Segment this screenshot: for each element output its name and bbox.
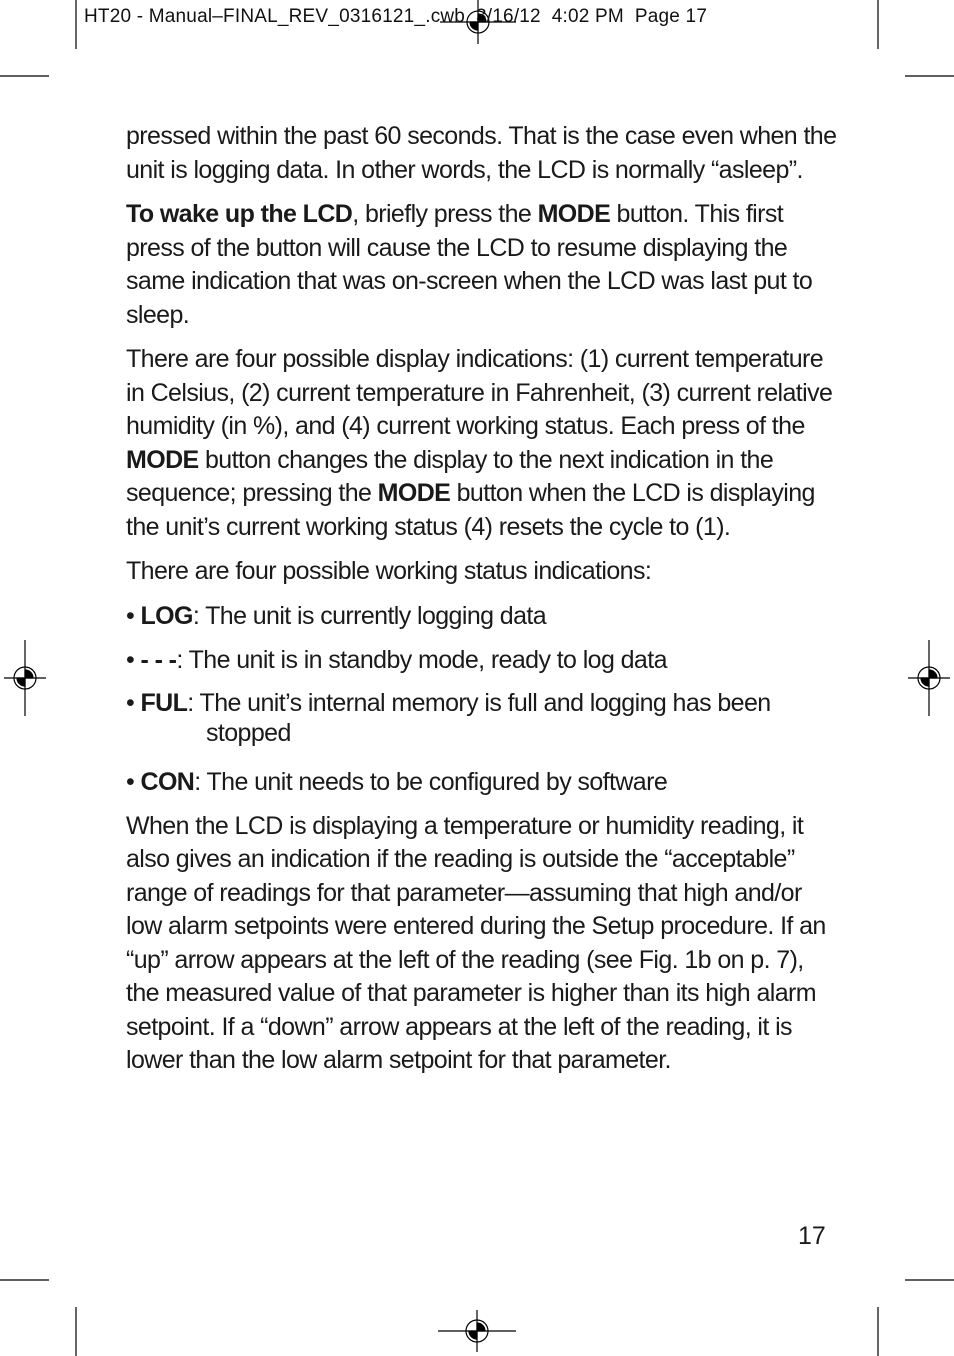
bullet-mark: • xyxy=(126,767,141,796)
registration-mark-right xyxy=(908,640,950,716)
status-description: : The unit needs to be configured by software xyxy=(194,767,668,796)
text-span: , briefly press the xyxy=(352,200,538,228)
status-code: CON xyxy=(140,767,195,796)
list-item-standby xyxy=(126,644,838,677)
list-item-configure xyxy=(126,766,838,799)
bullet-mark: • xyxy=(126,601,141,630)
mode-button-term: MODE xyxy=(126,445,199,474)
page-number: 17 xyxy=(798,1222,826,1250)
body-text xyxy=(126,120,838,1089)
text-span: button when the LCD is displaying the unit’s current working status (4) resets the cycle to (1). xyxy=(126,479,815,541)
registration-mark-bottom xyxy=(438,1310,516,1352)
paragraph-status-intro: There are four possible working status indications: xyxy=(126,557,652,585)
mode-button-term: MODE xyxy=(377,479,451,507)
list-item-full xyxy=(126,688,838,748)
bullet-mark: • xyxy=(126,688,141,717)
bullet-mark: • xyxy=(126,645,141,674)
status-description: : The unit is currently logging data xyxy=(192,601,547,630)
status-indication-list xyxy=(126,600,838,799)
paragraph-display-indications xyxy=(126,343,838,544)
text-span: There are four possible display indications: (1) current temperature in Celsius, (2) current temperature in Fahrenheit, (3) current relative humidity (in %), and (4) current working status. Each press of the xyxy=(126,345,833,440)
print-slug-line: HT20 - Manual–FINAL_REV_0316121_.cwb 3/16/12 4:02 PM Page 17 xyxy=(84,6,708,27)
status-code: LOG xyxy=(140,601,193,630)
paragraph-lcd-asleep: pressed within the past 60 seconds. That is the case even when the unit is logging data. In other words, the LCD is normally “asleep”. xyxy=(126,122,837,184)
list-item-log xyxy=(126,600,838,633)
paragraph-alarm-arrows: When the LCD is displaying a temperature or humidity reading, it also gives an indication if the reading is outside the “acceptable” range of readings for that parameter—assuming that high and/or low alarm setpoints were entered during the Setup procedure. If an “up” arrow appears at the left of the reading (see Fig. 1b on p. 7), the measured value of that parameter is higher than its high alarm setpoint. If a “down” arrow appears at the left of the reading, it is lower than the low alarm setpoint for that parameter. xyxy=(126,811,826,1074)
wake-lcd-heading: To wake up the LCD xyxy=(126,200,353,228)
paragraph-wake-lcd xyxy=(126,198,838,332)
mode-button-term: MODE xyxy=(537,200,611,228)
text-span: button changes the display to the next indication in the sequence; pressing the xyxy=(126,445,774,507)
registration-mark-left xyxy=(4,640,46,716)
status-code: - - - xyxy=(140,645,177,674)
status-description: : The unit is in standby mode, ready to log data xyxy=(176,645,667,674)
status-code: FUL xyxy=(140,688,188,717)
text-span: button. This first press of the button will cause the LCD to resume displaying the same indication that was on-screen when the LCD was last put to sleep. xyxy=(126,200,813,329)
status-description: : The unit’s internal memory is full and logging has been stopped xyxy=(187,688,771,747)
